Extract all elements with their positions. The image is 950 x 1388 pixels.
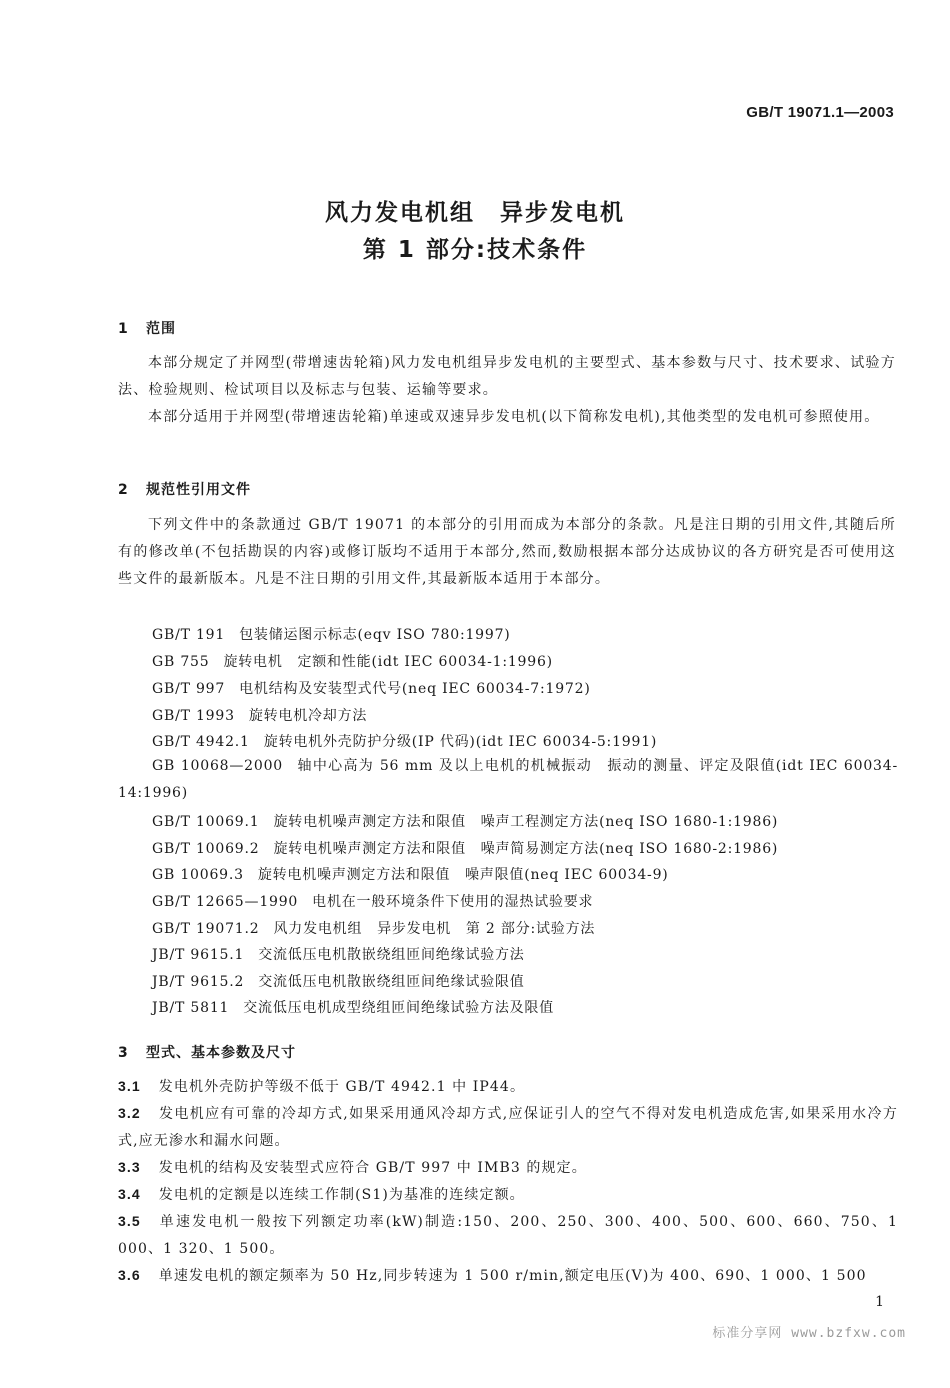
section-number: 2: [118, 482, 129, 498]
watermark-text: 标准分享网 www.bzfxw.com: [712, 1326, 906, 1341]
reference-title: 电机结构及安装型式代号(neq IEC 60034-7:1972): [239, 681, 591, 697]
paragraph: 本部分规定了并网型(带增速齿轮箱)风力发电机组异步发电机的主要型式、基本参数与尺寸、技术要求、试验方法、检验规则、检试项目以及标志与包装、运输等要求。: [118, 355, 896, 398]
reference-title: 旋转电机噪声测定方法和限值 噪声限值(neq IEC 60034-9): [257, 867, 669, 883]
reference-code: JB/T 9615.1: [152, 947, 245, 963]
paragraph: 下列文件中的条款通过 GB/T 19071 的本部分的引用而成为本部分的条款。凡是注日期的引用文件,其随后所有的修改单(不包括勘误的内容)或修订版均不适用于本部分,然而,数励根据本部分达成协议的各方研究是否可使用这些文件的最新版本。凡是不注日期的引用文件,其最新版本适用于本部分。: [118, 517, 896, 587]
reference-title: 电机在一般环境条件下使用的湿热试验要求: [312, 894, 594, 910]
reference-item: [152, 624, 511, 644]
reference-item: [152, 891, 593, 911]
reference-code: GB 755: [152, 654, 210, 670]
clause-text: 发电机应有可靠的冷却方式,如果采用通风冷却方式,应保证引人的空气不得对发电机造成危害,如果采用水冷方式,应无渗水和漏水问题。: [118, 1106, 898, 1149]
section-number: 3: [118, 1045, 129, 1061]
reference-item: [152, 838, 778, 858]
section-title: 范围: [146, 321, 176, 337]
reference-title: 旋转电机噪声测定方法和限值 噪声简易测定方法(neq ISO 1680-2:1986): [273, 841, 779, 857]
section-3-heading: [118, 1042, 296, 1062]
clause-text: 单速发电机一般按下列额定功率(kW)制造:150、200、250、300、400、500、600、660、750、1 000、1 320、1 500。: [118, 1214, 898, 1257]
reference-code: GB/T 12665—1990: [152, 894, 299, 910]
reference-title: 风力发电机组 异步发电机 第 2 部分:试验方法: [273, 921, 596, 937]
reference-code: GB/T 1993: [152, 708, 235, 724]
clause-text: 单速发电机的额定频率为 50 Hz,同步转速为 1 500 r/min,额定电压(V)为 400、690、1 000、1 500: [158, 1268, 867, 1284]
reference-title: 包装储运图示标志(eqv ISO 780:1997): [239, 627, 511, 643]
paragraph: 本部分适用于并网型(带增速齿轮箱)单速或双速异步发电机(以下简称发电机),其他类型的发电机可参照使用。: [148, 409, 880, 425]
reference-title: 旋转电机外壳防护分级(IP 代码)(idt IEC 60034-5:1991): [263, 734, 658, 750]
clause-number: 3.4: [118, 1186, 141, 1202]
reference-code: GB 10069.3: [152, 867, 244, 883]
reference-code: GB/T 191: [152, 627, 226, 643]
clause: [118, 1262, 898, 1290]
reference-item: [152, 997, 554, 1017]
clause: [118, 1154, 898, 1182]
clause-text: 发电机的定额是以连续工作制(S1)为基准的连续定额。: [158, 1187, 525, 1203]
reference-item: [152, 864, 669, 884]
section-title: 型式、基本参数及尺寸: [146, 1045, 296, 1061]
reference-item: [152, 731, 657, 751]
section-2-heading: [118, 479, 251, 499]
reference-title: 旋转电机噪声测定方法和限值 噪声工程测定方法(neq ISO 1680-1:1986): [273, 814, 779, 830]
reference-code: JB/T 9615.2: [152, 974, 245, 990]
reference-title: 交流低压电机成型绕组匝间绝缘试验方法及限值: [243, 1000, 555, 1016]
reference-code: GB/T 19071.2: [152, 921, 260, 937]
reference-item: [118, 753, 898, 807]
reference-code: GB/T 10069.1: [152, 814, 260, 830]
clause-number: 3.1: [118, 1078, 141, 1094]
reference-title: 旋转电机冷却方法: [248, 708, 368, 724]
standard-number: GB/T 19071.1—2003: [746, 104, 894, 121]
clause-number: 3.3: [118, 1159, 141, 1175]
clause: [118, 1208, 898, 1263]
clause: [118, 1100, 898, 1155]
reference-title: 旋转电机 定额和性能(idt IEC 60034-1:1996): [223, 654, 553, 670]
reference-item: [152, 944, 525, 964]
clause-text: 发电机外壳防护等级不低于 GB/T 4942.1 中 IP44。: [158, 1079, 526, 1095]
page-number: 1: [875, 1294, 884, 1310]
reference-code: GB/T 4942.1: [152, 734, 250, 750]
reference-title: 交流低压电机散嵌绕组匝间绝缘试验限值: [258, 974, 525, 990]
section-1-heading: [118, 318, 176, 338]
reference-title: 轴中心高为 56 mm 及以上电机的机械振动 振动的测量、评定及限值(idt IEC 60034-14:1996): [118, 758, 898, 801]
clause: [118, 1073, 898, 1101]
reference-code: GB/T 10069.2: [152, 841, 260, 857]
clause-number: 3.6: [118, 1267, 141, 1283]
reference-item: [152, 678, 591, 698]
reference-code: GB/T 997: [152, 681, 226, 697]
clause-text: 发电机的结构及安装型式应符合 GB/T 997 中 IMB3 的规定。: [158, 1160, 587, 1176]
section-title: 规范性引用文件: [146, 482, 251, 498]
reference-code: JB/T 5811: [152, 1000, 230, 1016]
reference-item: [152, 651, 553, 671]
reference-item: [152, 705, 367, 725]
clause-number: 3.2: [118, 1105, 141, 1121]
clause-number: 3.5: [118, 1213, 141, 1229]
section-number: 1: [118, 321, 129, 337]
reference-code: GB 10068—2000: [152, 758, 283, 774]
reference-item: [152, 811, 778, 831]
title-line-2: 第 1 部分:技术条件: [362, 237, 588, 263]
reference-item: [152, 971, 525, 991]
title-line-1: 风力发电机组 异步发电机: [325, 200, 625, 226]
clause: [118, 1181, 898, 1209]
reference-item: [152, 918, 595, 938]
reference-title: 交流低压电机散嵌绕组匝间绝缘试验方法: [258, 947, 525, 963]
